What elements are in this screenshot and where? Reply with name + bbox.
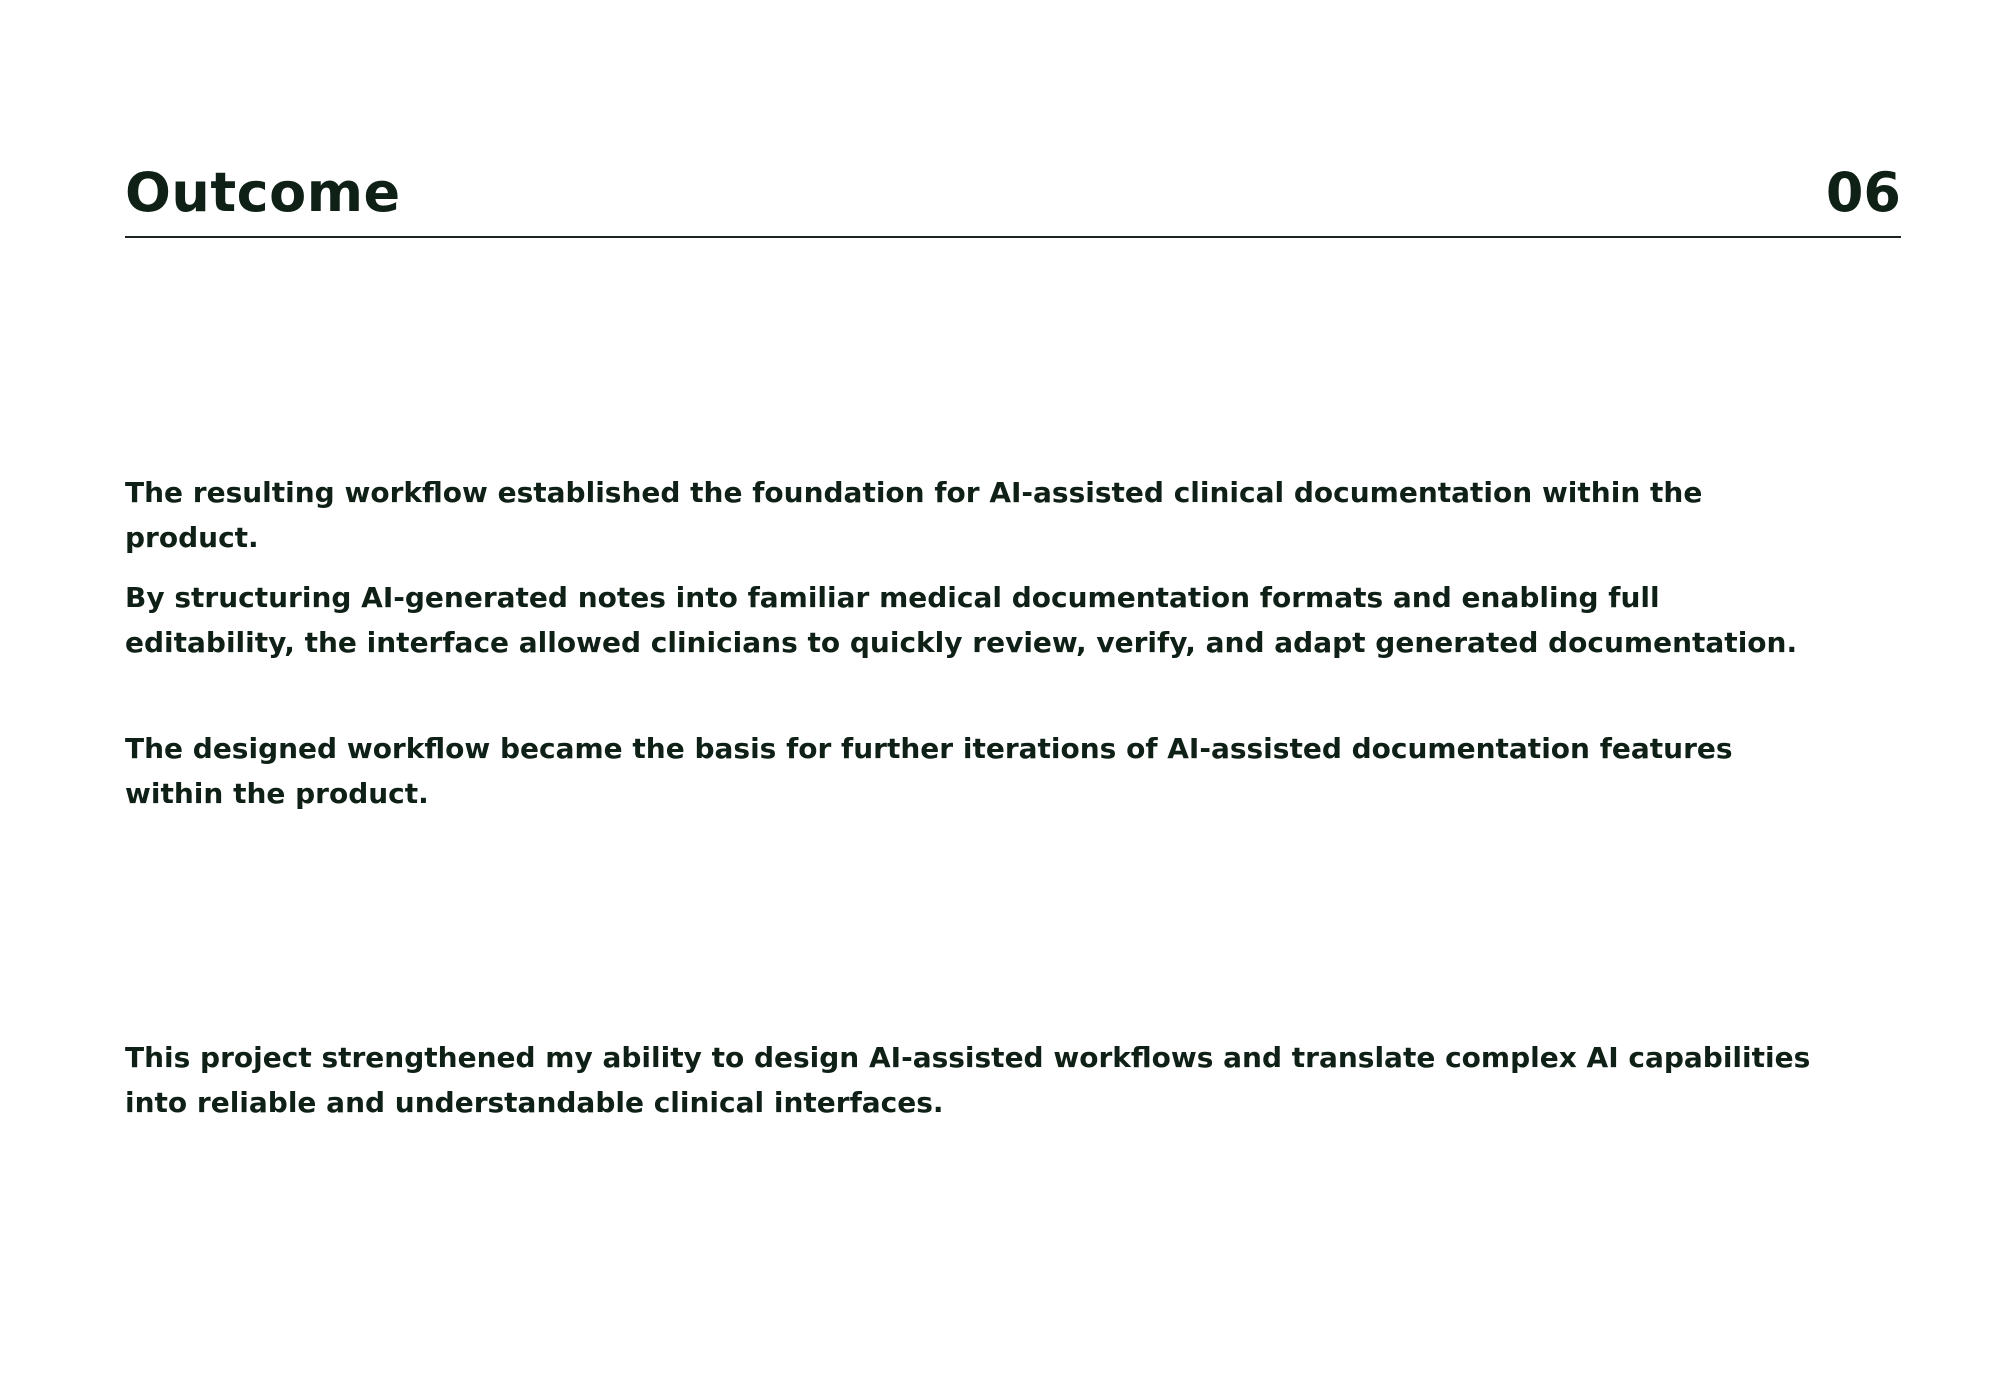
section-number: 06 [1825,161,1901,224]
section-title: Outcome [125,161,401,224]
outcome-paragraph-foundation: The resulting workflow established the foundation for AI-assisted clinical documentation within the product. [125,476,1703,554]
outcome-paragraph-iterations: The designed workflow became the basis for further iterations of AI-assisted documentation features within the product. [125,732,1733,810]
reflection-paragraph: This project strengthened my ability to design AI-assisted workflows and translate complex AI capabilities into reliable and understandable clinical interfaces. [125,1041,1811,1119]
outcome-page [125,0,1901,1389]
section-header [125,158,1901,238]
outcome-paragraph-structuring: By structuring AI-generated notes into familiar medical documentation formats and enabling full editability, the interface allowed clinicians to quickly review, verify, and adapt generated documentation. [125,581,1798,659]
